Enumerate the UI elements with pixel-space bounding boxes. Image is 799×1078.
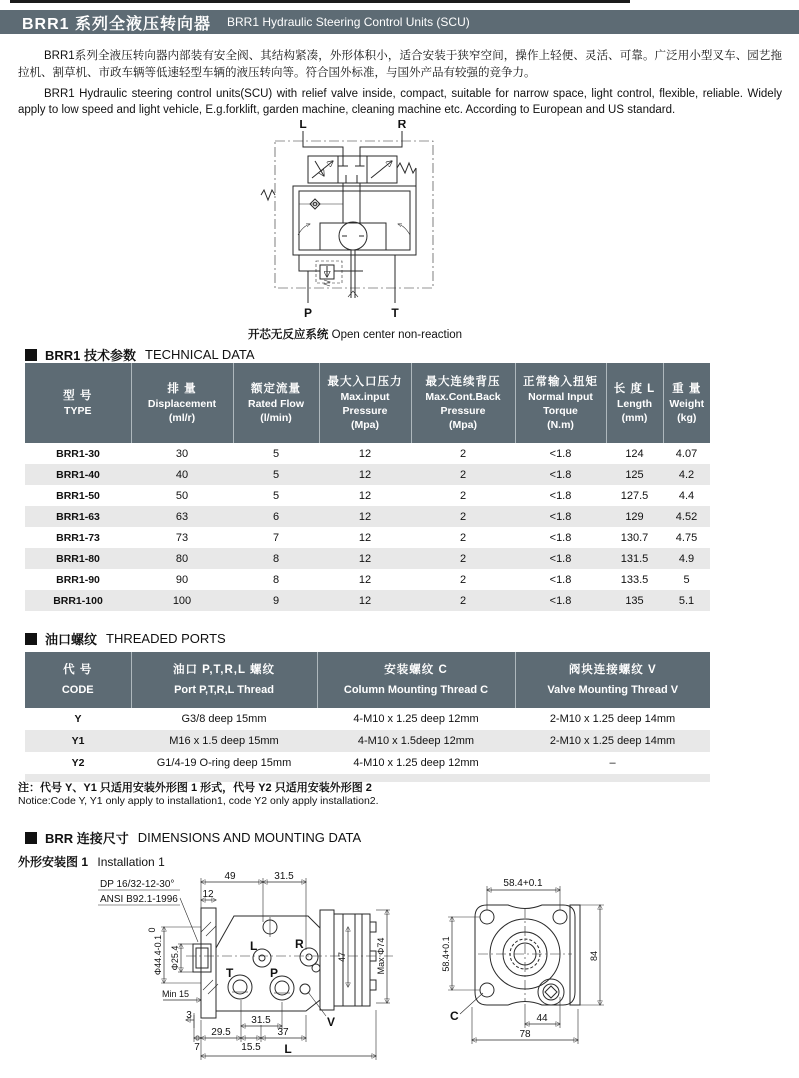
end-view-geometry xyxy=(448,886,604,1044)
port-label-v: V xyxy=(327,1015,336,1029)
header-cell: 型 号 TYPE xyxy=(25,363,131,443)
section-threaded-ports xyxy=(25,629,226,648)
schematic-port-t: T xyxy=(391,306,399,320)
header-cell: 安装螺纹 C Column Mounting Thread C xyxy=(317,652,515,708)
schematic-port-l: L xyxy=(299,120,307,131)
dim-25: Φ25.4 xyxy=(170,945,180,971)
section-ports-cn: 油口螺纹 xyxy=(45,632,98,647)
section-dimensions-en: DIMENSIONS AND MOUNTING DATA xyxy=(137,830,362,845)
end-view-drawing xyxy=(420,872,665,1072)
header-cell: 正常输入扭矩 Normal Input Torque (N.m) xyxy=(515,363,606,443)
spline-std-label: ANSI B92.1-1996 xyxy=(100,894,178,905)
side-view-drawing xyxy=(58,870,403,1075)
section-dimensions-cn: BRR 连接尺寸 xyxy=(45,831,129,846)
header-cell: 阀块连接螺纹 V Valve Mounting Thread V xyxy=(515,652,710,708)
section-technical-cn: BRR1 技术参数 xyxy=(45,348,137,363)
page-title-cn: BRR1 系列全液压转向器 xyxy=(22,15,212,33)
schematic-caption xyxy=(240,326,470,342)
dim-78: 78 xyxy=(519,1029,531,1040)
header-cell: 额定流量 Rated Flow (l/min) xyxy=(233,363,319,443)
page-title-en: BRR1 Hydraulic Steering Control Units (SCU) xyxy=(227,15,470,29)
dim-37: 37 xyxy=(277,1027,289,1038)
dim-max74: Max Φ74 xyxy=(376,937,386,975)
table-row: BRR1-40 40 5 12 2 <1.8 125 4.2 xyxy=(25,464,710,485)
header-cell: 代 号 CODE xyxy=(25,652,131,708)
header-cell: 排 量 Displacement (ml/r) xyxy=(131,363,233,443)
dim-15-5: 15.5 xyxy=(241,1042,261,1053)
page-top-edge xyxy=(10,0,630,3)
table-row: BRR1-30 30 5 12 2 <1.8 124 4.07 xyxy=(56,447,698,460)
section-bullet-icon xyxy=(25,633,37,645)
port-label-r: R xyxy=(295,937,304,951)
section-dimensions xyxy=(25,828,361,847)
dim-44: 44 xyxy=(536,1013,548,1024)
section-technical-en: TECHNICAL DATA xyxy=(145,347,255,362)
port-label-l: L xyxy=(250,939,258,953)
header-cell: 最大连续背压 Max.Cont.Back Pressure (Mpa) xyxy=(411,363,515,443)
dim-44: Φ44.4-0.1 xyxy=(153,934,163,976)
title-bar xyxy=(0,10,799,34)
section-bullet-icon xyxy=(25,349,37,361)
section-ports-en: THREADED PORTS xyxy=(106,631,226,646)
schematic-port-p: P xyxy=(303,306,313,320)
hydraulic-schematic xyxy=(258,120,443,322)
dim-84: 84 xyxy=(589,950,599,962)
table-row: BRR1-63 63 6 12 2 <1.8 129 4.52 xyxy=(25,506,710,527)
header-cell: 长 度 L Length (mm) xyxy=(606,363,663,443)
table-row: BRR1-90 90 8 12 2 <1.8 133.5 5 xyxy=(56,573,690,586)
label-c: C xyxy=(450,1009,459,1023)
dim-length: L xyxy=(284,1042,292,1056)
technical-data-table xyxy=(25,363,710,611)
dim-49: 49 xyxy=(224,871,236,882)
header-cell: 重 量 Weight (kg) xyxy=(663,363,710,443)
intro-paragraph-en: BRR1 Hydraulic steering control units(SCU) with relief valve inside, compact, suitable for narrow space, light control, flexible, reliable. Widely apply to low speed and light vehicle, E.g.forklift, garden machine, cleaning machine etc. According to European and US standard. xyxy=(18,88,782,116)
section-technical-data xyxy=(25,345,255,364)
dim-31-5-top: 31.5 xyxy=(274,871,294,882)
schematic-caption-en: Open center non-reaction xyxy=(331,329,463,341)
schematic-caption-cn: 开芯无反应系统 xyxy=(247,329,329,341)
dim-3: 3 xyxy=(186,1010,192,1021)
header-cell: 最大入口压力 Max.input Pressure (Mpa) xyxy=(319,363,411,443)
table-row: Y G3/8 deep 15mm 4-M10 x 1.25 deep 12mm 2-M10 x 1.25 deep 14mm xyxy=(74,713,676,725)
header-cell: 油口 P,T,R,L 螺纹 Port P,T,R,L Thread xyxy=(131,652,317,708)
schematic-port-r: R xyxy=(397,120,407,131)
dim-12: 12 xyxy=(202,889,214,900)
dim-47: 47 xyxy=(337,951,347,963)
dim-44-tol: 0 xyxy=(147,927,157,933)
installation-label: 外形安装图 1 Installation 1 xyxy=(18,855,165,869)
table-row: Y2 G1/4-19 O-ring deep 15mm 4-M10 x 1.25 deep 12mm – xyxy=(71,757,616,769)
table-header-row xyxy=(25,652,710,708)
dim-7: 7 xyxy=(194,1042,200,1053)
dim-min15: Min 15 xyxy=(162,989,190,999)
table-row: BRR1-80 80 8 12 2 <1.8 131.5 4.9 xyxy=(25,548,710,569)
dim-29-5: 29.5 xyxy=(211,1027,231,1038)
note-en: Notice:Code Y, Y1 only apply to installation1, code Y2 only apply installation2. xyxy=(18,795,379,807)
side-view-geometry xyxy=(98,878,393,1060)
dim-58-left: 58.4+0.1 xyxy=(441,936,451,972)
table-row: BRR1-73 73 7 12 2 <1.8 130.7 4.75 xyxy=(56,531,698,544)
schematic-lines xyxy=(261,131,416,303)
table-row: BRR1-50 50 5 12 2 <1.8 127.5 4.4 xyxy=(56,489,695,502)
dim-31-5-bot: 31.5 xyxy=(251,1015,271,1026)
dim-58-top: 58.4+0.1 xyxy=(503,878,543,889)
table-row: Y1 M16 x 1.5 deep 15mm 4-M10 x 1.5deep 12mm 2-M10 x 1.25 deep 14mm xyxy=(25,730,710,752)
threaded-ports-table xyxy=(25,652,710,774)
spline-spec-label: DP 16/32-12-30° xyxy=(100,879,175,890)
port-label-t: T xyxy=(226,966,234,980)
port-label-p: P xyxy=(270,966,279,980)
intro-paragraph-cn: BRR1系列全液压转向器内部装有安全阀、其结构紧凑，外形体积小，适合安装于狭窄空间，操作上轻便、灵活、可靠。广泛用小型叉车、园艺拖拉机、割草机、市政车辆等低速轻型车辆的液压转向等。符合国外标准，与国外产品有较强的竞争力。 xyxy=(18,50,782,79)
note-cn: 注：代号 Y、Y1 只适用安装外形图 1 形式，代号 Y2 只适用安装外形图 2 xyxy=(18,782,372,794)
table-header-row xyxy=(25,363,710,443)
table-row: BRR1-100 100 9 12 2 <1.8 135 5.1 xyxy=(25,590,710,611)
section-bullet-icon xyxy=(25,832,37,844)
